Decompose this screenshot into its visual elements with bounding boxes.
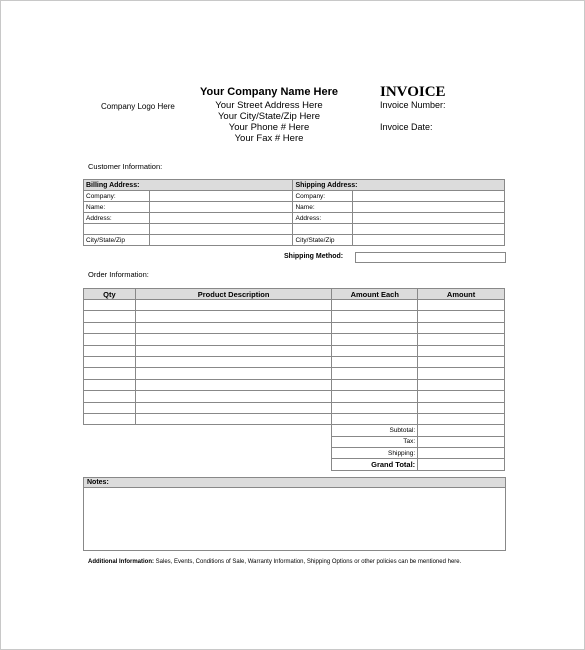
shipping-name-field[interactable] — [353, 202, 505, 213]
amount-each-cell[interactable] — [332, 311, 418, 322]
amount-cell[interactable] — [418, 300, 505, 311]
shipping-total-label: Shipping: — [332, 448, 418, 459]
shipping-method-field[interactable] — [355, 252, 506, 263]
invoice-title: INVOICE — [380, 84, 446, 100]
additional-info — [88, 559, 461, 565]
customer-info-label: Customer Information: — [88, 162, 163, 171]
amount-each-cell[interactable] — [332, 402, 418, 413]
billing-company-field[interactable] — [149, 191, 293, 202]
shipping-total-value[interactable] — [418, 448, 505, 459]
grand-total-value[interactable] — [418, 459, 505, 470]
subtotal-label: Subtotal: — [332, 425, 418, 436]
table-row — [84, 379, 505, 390]
table-row — [84, 300, 505, 311]
shipping-address-header: Shipping Address: — [293, 180, 505, 191]
qty-cell[interactable] — [84, 311, 136, 322]
amount-cell[interactable] — [418, 356, 505, 367]
description-cell[interactable] — [135, 345, 331, 356]
shipping-method-label: Shipping Method: — [284, 253, 344, 260]
company-phone: Your Phone # Here — [228, 122, 310, 133]
amount-cell[interactable] — [418, 402, 505, 413]
qty-cell[interactable] — [84, 368, 136, 379]
billing-name-field[interactable] — [149, 202, 293, 213]
table-row — [84, 311, 505, 322]
shipping-address-field[interactable] — [353, 213, 505, 224]
description-cell[interactable] — [135, 322, 331, 333]
billing-address-field[interactable] — [149, 213, 293, 224]
amount-cell[interactable] — [418, 311, 505, 322]
tax-label: Tax: — [332, 436, 418, 447]
amount-each-cell[interactable] — [332, 413, 418, 424]
qty-cell[interactable] — [84, 322, 136, 333]
qty-cell[interactable] — [84, 334, 136, 345]
notes-field[interactable] — [84, 488, 505, 550]
amount-cell[interactable] — [418, 391, 505, 402]
qty-cell[interactable] — [84, 402, 136, 413]
amount-cell[interactable] — [418, 345, 505, 356]
qty-cell[interactable] — [84, 356, 136, 367]
customer-address-table — [83, 179, 505, 246]
company-header — [190, 86, 348, 144]
billing-address-header: Billing Address: — [84, 180, 293, 191]
invoice-number-label: Invoice Number: — [380, 100, 446, 110]
amount-cell[interactable] — [418, 334, 505, 345]
table-row — [84, 356, 505, 367]
invoice-date-label: Invoice Date: — [380, 122, 433, 132]
order-table — [83, 288, 505, 471]
table-row — [84, 334, 505, 345]
shipping-company-label: Company: — [293, 191, 353, 202]
description-cell[interactable] — [135, 311, 331, 322]
billing-address-line2 — [84, 224, 150, 235]
amount-each-cell[interactable] — [332, 334, 418, 345]
company-name: Your Company Name Here — [200, 86, 338, 98]
description-cell[interactable] — [135, 413, 331, 424]
company-street: Your Street Address Here — [215, 100, 323, 111]
table-row — [84, 345, 505, 356]
amount-cell[interactable] — [418, 379, 505, 390]
amount-cell[interactable] — [418, 322, 505, 333]
shipping-company-field[interactable] — [353, 191, 505, 202]
qty-cell[interactable] — [84, 379, 136, 390]
description-cell[interactable] — [135, 356, 331, 367]
subtotal-value[interactable] — [418, 425, 505, 436]
amount-each-cell[interactable] — [332, 368, 418, 379]
qty-cell[interactable] — [84, 413, 136, 424]
amount-cell[interactable] — [418, 413, 505, 424]
grand-total-label: Grand Total: — [332, 459, 418, 470]
tax-value[interactable] — [418, 436, 505, 447]
billing-name-label: Name: — [84, 202, 150, 213]
description-cell[interactable] — [135, 368, 331, 379]
description-cell[interactable] — [135, 391, 331, 402]
additional-info-label: Additional Information: — [88, 559, 154, 565]
shipping-address-label: Address: — [293, 213, 353, 224]
company-fax: Your Fax # Here — [234, 133, 304, 144]
amount-each-cell[interactable] — [332, 356, 418, 367]
amount-each-cell[interactable] — [332, 300, 418, 311]
col-qty: Qty — [84, 289, 136, 300]
table-row — [84, 322, 505, 333]
company-logo-placeholder: Company Logo Here — [101, 102, 175, 111]
table-row — [84, 413, 505, 424]
order-info-label: Order Information: — [88, 270, 149, 279]
amount-each-cell[interactable] — [332, 391, 418, 402]
amount-each-cell[interactable] — [332, 322, 418, 333]
billing-address-label: Address: — [84, 213, 150, 224]
shipping-address-field-2[interactable] — [353, 224, 505, 235]
company-city: Your City/State/Zip Here — [217, 111, 321, 122]
billing-city-field[interactable] — [149, 235, 293, 246]
description-cell[interactable] — [135, 379, 331, 390]
qty-cell[interactable] — [84, 345, 136, 356]
shipping-name-label: Name: — [293, 202, 353, 213]
table-row — [84, 391, 505, 402]
notes-header: Notes: — [84, 478, 505, 488]
shipping-city-field[interactable] — [353, 235, 505, 246]
table-row — [84, 368, 505, 379]
qty-cell[interactable] — [84, 300, 136, 311]
notes-box — [83, 477, 506, 551]
qty-cell[interactable] — [84, 391, 136, 402]
col-amount: Amount — [418, 289, 505, 300]
amount-each-cell[interactable] — [332, 345, 418, 356]
additional-info-text: Sales, Events, Conditions of Sale, Warranty Information, Shipping Options or other policies can be mentioned here. — [154, 559, 462, 565]
billing-address-field-2[interactable] — [149, 224, 293, 235]
col-product-description: Product Description — [135, 289, 331, 300]
table-row — [84, 402, 505, 413]
description-cell[interactable] — [135, 402, 331, 413]
description-cell[interactable] — [135, 300, 331, 311]
description-cell[interactable] — [135, 334, 331, 345]
billing-city-label: City/State/Zip — [84, 235, 150, 246]
amount-cell[interactable] — [418, 368, 505, 379]
shipping-city-label: City/State/Zip — [293, 235, 353, 246]
amount-each-cell[interactable] — [332, 379, 418, 390]
billing-company-label: Company: — [84, 191, 150, 202]
shipping-address-line2 — [293, 224, 353, 235]
col-amount-each: Amount Each — [332, 289, 418, 300]
